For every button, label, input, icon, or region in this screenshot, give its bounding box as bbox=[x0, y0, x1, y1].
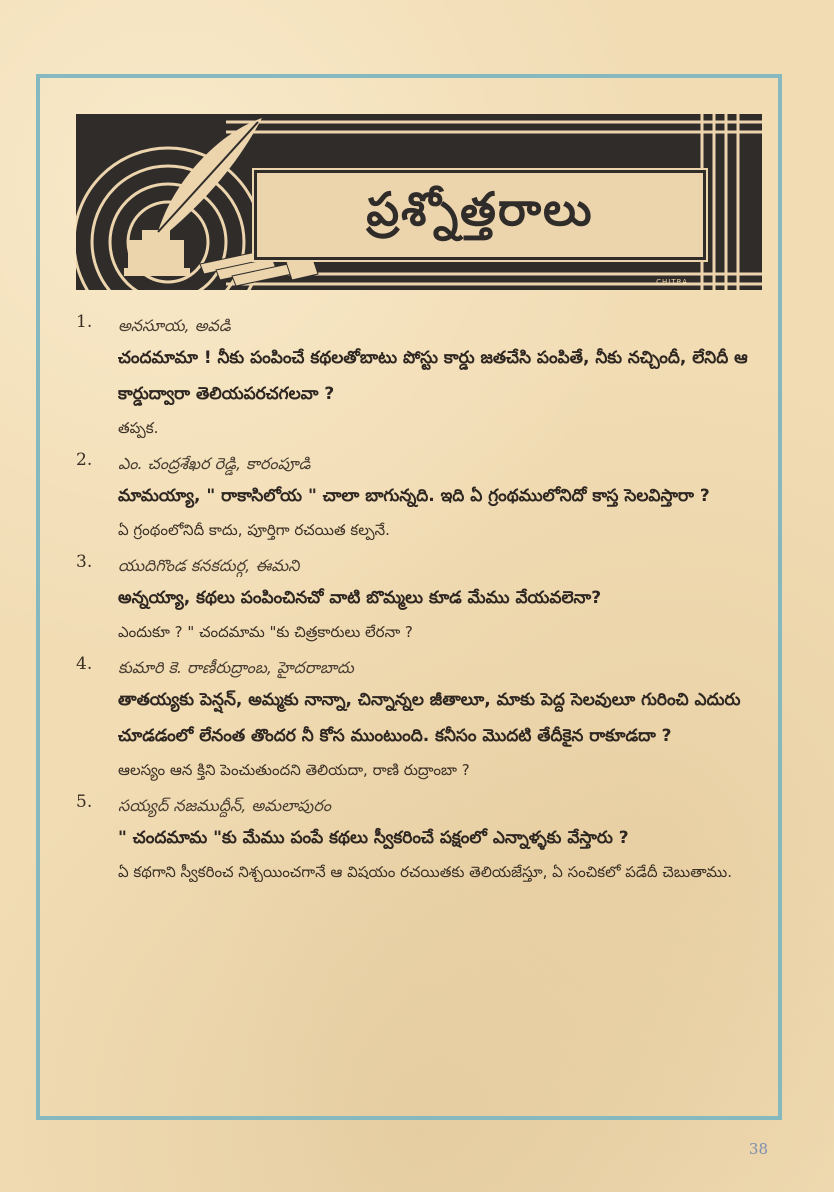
quill-feather-icon bbox=[158, 118, 262, 234]
qa-item bbox=[76, 654, 766, 786]
qa-list bbox=[76, 312, 766, 888]
question-number: 2. bbox=[76, 450, 93, 470]
artist-signature: CHITRA bbox=[656, 278, 688, 286]
title-box bbox=[254, 170, 706, 260]
qa-item bbox=[76, 792, 766, 888]
questioner-name: ఎం. చంద్రశేఖర రెడ్డి, కారంపూడి bbox=[118, 454, 311, 473]
header-banner bbox=[76, 114, 762, 290]
questioner-name: కుమారి కె. రాణీరుద్రాంబ, హైదరాబాదు bbox=[118, 658, 354, 677]
answer-text: ఆలస్యం ఆన క్తిని పెంచుతుందని తెలియదా, రాణి రుద్రాంబా ? bbox=[118, 761, 470, 779]
qa-item bbox=[76, 312, 766, 444]
question-text: అన్నయ్యా, కథలు పంపించినచో వాటి బొమ్మలు కూడ మేము వేయవలెనా? bbox=[118, 588, 602, 608]
questioner-name: సయ్యద్ నజముద్దీన్, అమలాపురం bbox=[118, 796, 331, 815]
question-text: " చందమామ "కు మేము పంపే కథలు స్వీకరించే పక్షంలో ఎన్నాళ్ళకు వేస్తారు ? bbox=[118, 828, 629, 848]
answer-text: తప్పక. bbox=[118, 419, 159, 437]
qa-item bbox=[76, 450, 766, 546]
answer-text: ఎందుకూ ? " చందమామ "కు చిత్రకారులు లేరనా ? bbox=[118, 623, 413, 641]
page-number: 38 bbox=[748, 1140, 768, 1158]
inkwell-icon bbox=[124, 230, 190, 276]
question-text: మామయ్యా, " రాకాసిలోయ " చాలా బాగున్నది. ఇది ఏ గ్రంథములోనిదో కాస్త సెలవిస్తారా ? bbox=[118, 486, 710, 506]
questioner-name: అనసూయ, అవడి bbox=[118, 316, 231, 335]
question-text: తాతయ్యకు పెన్షన్, అమ్మకు నాన్నా, చిన్నాన్నల జీతాలూ, మాకు పెద్ద సెలవులూ గురించి ఎదురు చూడడంలో లేనంత తొందర నీ కోస ముంటుంది. కనీసం మొదటి తేదీకైన రాకూడదా ? bbox=[118, 690, 741, 746]
question-number: 5. bbox=[76, 792, 93, 812]
question-text: చందమామా ! నీకు పంపించే కథలతోబాటు పోస్టు కార్డు జతచేసి పంపితే, నీకు నచ్చిందీ, లేనిదీ ఆ కార్డుద్వారా తెలియపరచగలవా ? bbox=[118, 348, 748, 404]
answer-text: ఏ కథగాని స్వీకరించ నిశ్చయించగానే ఆ విషయం రచయితకు తెలియజేస్తూ, ఏ సంచికలో పడేదీ చెబుతాము. bbox=[118, 863, 732, 881]
page-title: ప్రశ్నోత్తరాలు bbox=[366, 182, 594, 236]
question-number: 4. bbox=[76, 654, 93, 674]
questioner-name: యుదిగొండ కనకదుర్గ, ఈమని bbox=[118, 556, 300, 575]
question-number: 1. bbox=[76, 312, 93, 332]
answer-text: ఏ గ్రంథంలోనిదీ కాదు, పూర్తిగా రచయిత కల్పనే. bbox=[118, 521, 390, 539]
qa-item bbox=[76, 552, 766, 648]
question-number: 3. bbox=[76, 552, 93, 572]
